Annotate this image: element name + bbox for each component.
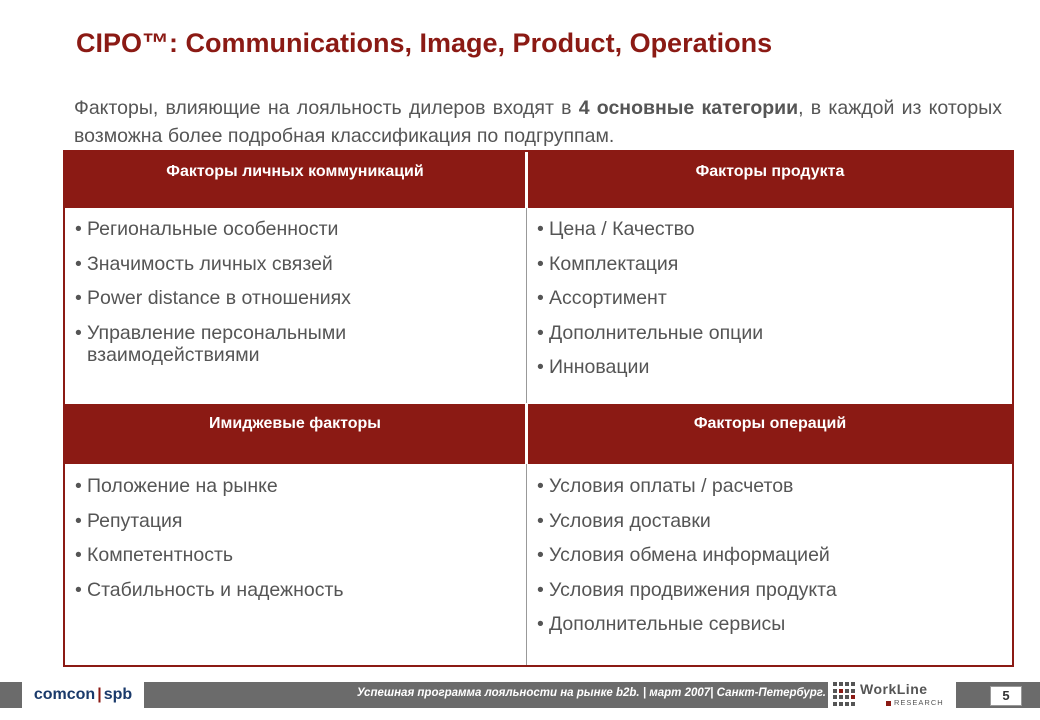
intro-text-start: Факторы, влияющие на лояльность дилеров входят в: [74, 97, 579, 119]
list-item: • Условия доставки: [537, 510, 997, 532]
list-item: • Инновации: [537, 356, 997, 378]
operations-list: [537, 475, 997, 635]
image-list: [75, 475, 515, 601]
logo-text-spb: spb: [103, 686, 133, 703]
list-item: • Цена / Качество: [537, 218, 997, 240]
intro-text-end: , в каждой из которых возможна более подробная классификация по подгруппам.: [74, 97, 1002, 147]
header-operations: Факторы операций: [528, 404, 1012, 464]
list-item: • Дополнительные сервисы: [537, 613, 997, 635]
workline-name: WorkLine: [860, 681, 928, 697]
cell-operations: [537, 475, 997, 648]
list-item: • Power distance в отношениях: [75, 287, 515, 309]
communications-list: [75, 218, 515, 366]
vertical-divider-top: [526, 208, 527, 403]
factors-table: [63, 150, 1014, 667]
list-item: • Репутация: [75, 510, 515, 532]
list-item: • Стабильность и надежность: [75, 579, 515, 601]
footer-caption: Успешная программа лояльности на рынке b2b. | март 2007| Санкт-Петербург.: [356, 687, 826, 699]
list-item: • Дополнительные опции: [537, 322, 997, 344]
list-item: • Управление персональными взаимодействиями: [75, 322, 415, 366]
cell-image: [75, 475, 515, 613]
cell-product: [537, 218, 997, 391]
list-item: • Условия обмена информацией: [537, 544, 997, 566]
list-item: • Региональные особенности: [75, 218, 515, 240]
header-communications: Факторы личных коммуникаций: [65, 152, 525, 208]
header-image: Имиджевые факторы: [65, 404, 525, 464]
intro-text: [74, 94, 1002, 150]
list-item: • Значимость личных связей: [75, 253, 515, 275]
workline-grid-icon: [833, 682, 857, 706]
header-product: Факторы продукта: [528, 152, 1012, 208]
comcon-spb-logo: [22, 682, 144, 708]
list-item: • Условия оплаты / расчетов: [537, 475, 997, 497]
list-item: • Положение на рынке: [75, 475, 515, 497]
vertical-divider-bottom: [526, 464, 527, 665]
intro-text-bold: 4 основные категории: [578, 97, 799, 119]
list-item: • Комплектация: [537, 253, 997, 275]
list-item: • Условия продвижения продукта: [537, 579, 997, 601]
product-list: [537, 218, 997, 378]
cell-communications: [75, 218, 515, 378]
logo-separator-icon: |: [97, 686, 102, 703]
list-item: • Ассортимент: [537, 287, 997, 309]
slide-title: CIPO™: Communications, Image, Product, Operations: [76, 28, 773, 58]
workline-research: RESEARCH: [886, 698, 944, 707]
logo-text-comcon: comcon: [33, 686, 96, 703]
list-item: • Компетентность: [75, 544, 515, 566]
page-number: 5: [990, 686, 1022, 706]
workline-logo: [828, 678, 956, 712]
